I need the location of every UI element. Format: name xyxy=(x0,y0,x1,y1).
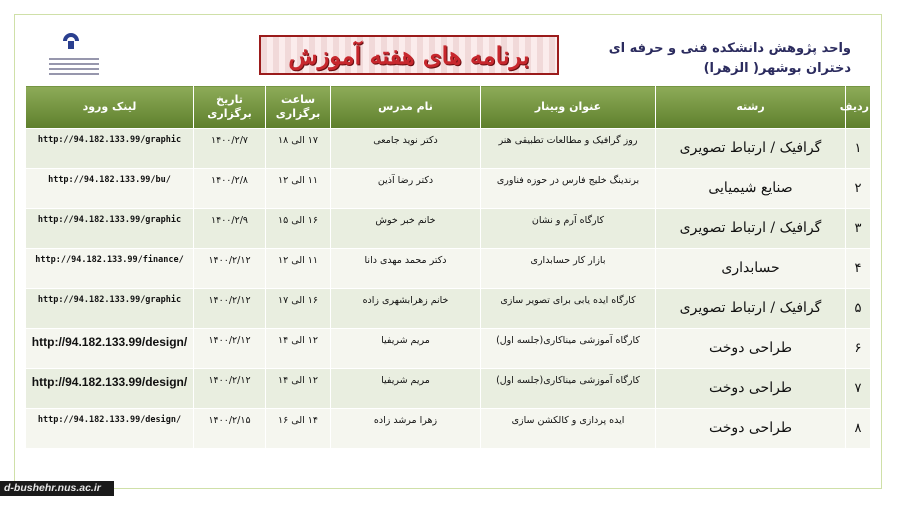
row-number: ۳ xyxy=(846,209,871,249)
field-cell: گرافیک / ارتباط تصویری xyxy=(656,129,846,169)
row-number: ۱ xyxy=(846,129,871,169)
unit-title-line1: واحد پژوهش دانشکده فنی و حرفه ای xyxy=(608,41,851,56)
field-cell: طراحی دوخت xyxy=(656,369,846,409)
link-cell[interactable]: http://94.182.133.99/design/ xyxy=(26,369,194,409)
teacher-cell: مریم شریفیا xyxy=(331,369,481,409)
link-cell[interactable]: http://94.182.133.99/graphic xyxy=(26,129,194,169)
date-cell: ۱۴۰۰/۲/۹ xyxy=(194,209,266,249)
table-row xyxy=(26,409,871,449)
site-url-badge[interactable]: d-bushehr.nus.ac.ir xyxy=(0,481,114,496)
link-cell[interactable]: http://94.182.133.99/finance/ xyxy=(26,249,194,289)
field-cell: طراحی دوخت xyxy=(656,329,846,369)
table-row xyxy=(26,169,871,209)
table-header-row xyxy=(26,86,871,129)
teacher-cell: خانم خبر خوش xyxy=(331,209,481,249)
webinar-table xyxy=(25,85,871,449)
table-row xyxy=(26,289,871,329)
banner-title: برنامه های هفته آموزش xyxy=(288,40,530,70)
header-time: ساعت برگزاری xyxy=(266,86,331,129)
table-row xyxy=(26,129,871,169)
title-cell: کارگاه آموزشی میناکاری(جلسه اول) xyxy=(481,329,656,369)
time-cell: ۱۱ الی ۱۲ xyxy=(266,169,331,209)
field-cell: صنایع شیمیایی xyxy=(656,169,846,209)
time-cell: ۱۶ الی ۱۷ xyxy=(266,289,331,329)
link-cell[interactable]: http://94.182.133.99/graphic xyxy=(26,209,194,249)
date-cell: ۱۴۰۰/۲/۱۲ xyxy=(194,289,266,329)
teacher-cell: دکتر رضا آذین xyxy=(331,169,481,209)
row-number: ۵ xyxy=(846,289,871,329)
link-cell[interactable]: http://94.182.133.99/design/ xyxy=(26,409,194,449)
title-cell: بازار کار حسابداری xyxy=(481,249,656,289)
date-cell: ۱۴۰۰/۲/۱۲ xyxy=(194,369,266,409)
teacher-cell: مریم شریفیا xyxy=(331,329,481,369)
unit-title xyxy=(609,39,851,79)
title-banner xyxy=(259,35,559,75)
table-row xyxy=(26,369,871,409)
teacher-cell: خانم زهرابشهری زاده xyxy=(331,289,481,329)
title-cell: کارگاه آرم و نشان xyxy=(481,209,656,249)
title-cell: برندینگ خلیج فارس در حوزه فناوری xyxy=(481,169,656,209)
row-number: ۸ xyxy=(846,409,871,449)
date-cell: ۱۴۰۰/۲/۱۵ xyxy=(194,409,266,449)
time-cell: ۱۴ الی ۱۶ xyxy=(266,409,331,449)
field-cell: حسابداری xyxy=(656,249,846,289)
unit-title-line2: دختران بوشهر( الزهرا) xyxy=(703,61,851,76)
header-field: رشته xyxy=(656,86,846,129)
title-cell: ایده پردازی و کالکشن سازی xyxy=(481,409,656,449)
row-number: ۷ xyxy=(846,369,871,409)
logo-text-lines xyxy=(49,55,99,78)
time-cell: ۱۲ الی ۱۴ xyxy=(266,329,331,369)
table-row xyxy=(26,209,871,249)
time-cell: ۱۶ الی ۱۵ xyxy=(266,209,331,249)
title-cell: روز گرافیک و مطالعات تطبیقی هنر xyxy=(481,129,656,169)
header-webinar-title: عنوان وبینار xyxy=(481,86,656,129)
title-cell: کارگاه آموزشی میناکاری(جلسه اول) xyxy=(481,369,656,409)
link-cell[interactable]: http://94.182.133.99/bu/ xyxy=(26,169,194,209)
time-cell: ۱۷ الی ۱۸ xyxy=(266,129,331,169)
header-teacher: نام مدرس xyxy=(331,86,481,129)
row-number: ۶ xyxy=(846,329,871,369)
logo-mark-icon xyxy=(59,27,83,51)
university-logo xyxy=(49,27,99,89)
date-cell: ۱۴۰۰/۲/۱۲ xyxy=(194,329,266,369)
date-cell: ۱۴۰۰/۲/۷ xyxy=(194,129,266,169)
teacher-cell: زهرا مرشد زاده xyxy=(331,409,481,449)
link-cell[interactable]: http://94.182.133.99/design/ xyxy=(26,329,194,369)
teacher-cell: دکتر نوید جامعی xyxy=(331,129,481,169)
field-cell: گرافیک / ارتباط تصویری xyxy=(656,289,846,329)
header-row-number: ردیف xyxy=(846,86,871,129)
teacher-cell: دکتر محمد مهدی دانا xyxy=(331,249,481,289)
field-cell: گرافیک / ارتباط تصویری xyxy=(656,209,846,249)
time-cell: ۱۱ الی ۱۲ xyxy=(266,249,331,289)
table-row xyxy=(26,329,871,369)
title-cell: کارگاه ایده یابی برای تصویر سازی xyxy=(481,289,656,329)
header-link: لینک ورود xyxy=(26,86,194,129)
header-date: تاریخ برگزاری xyxy=(194,86,266,129)
link-cell[interactable]: http://94.182.133.99/graphic xyxy=(26,289,194,329)
time-cell: ۱۲ الی ۱۴ xyxy=(266,369,331,409)
table-row xyxy=(26,249,871,289)
field-cell: طراحی دوخت xyxy=(656,409,846,449)
date-cell: ۱۴۰۰/۲/۸ xyxy=(194,169,266,209)
row-number: ۴ xyxy=(846,249,871,289)
date-cell: ۱۴۰۰/۲/۱۲ xyxy=(194,249,266,289)
row-number: ۲ xyxy=(846,169,871,209)
